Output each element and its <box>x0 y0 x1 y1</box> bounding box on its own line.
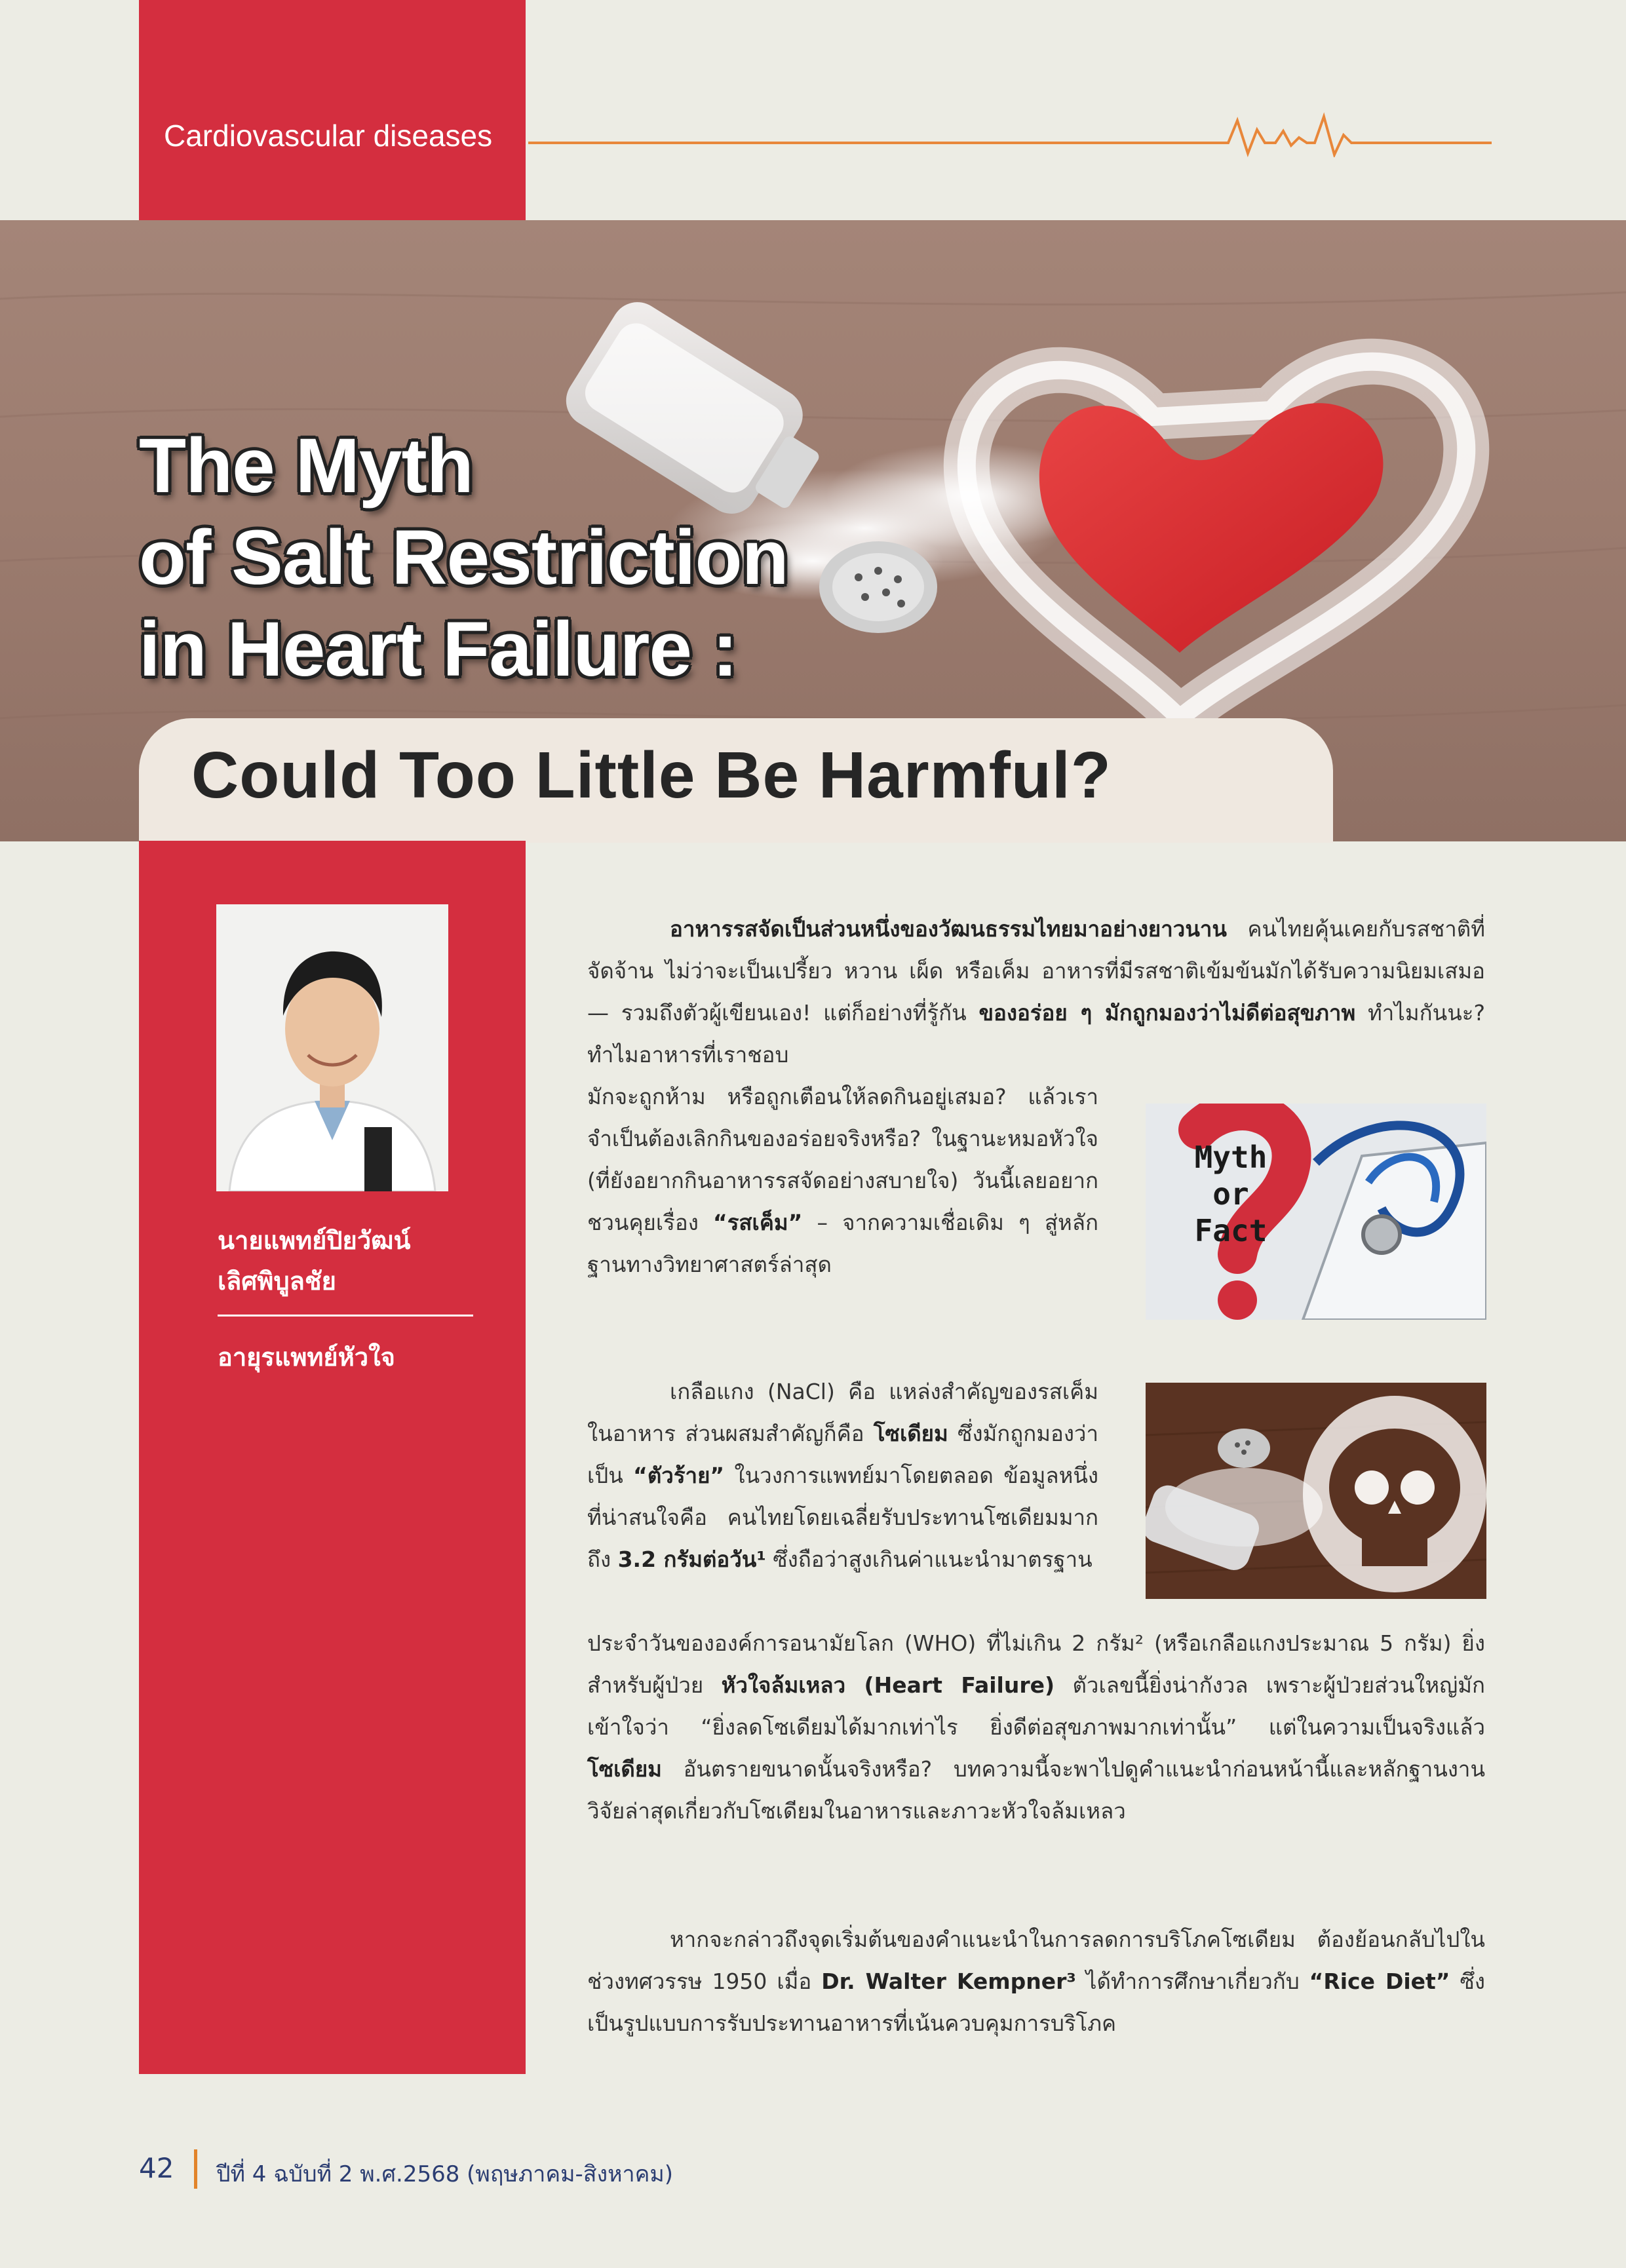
myth-label: Myth <box>1194 1140 1268 1175</box>
subtitle: Could Too Little Be Harmful? <box>191 739 1112 812</box>
paragraph-3: หากจะกล่าวถึงจุดเริ่มต้นของคำแนะนำในการลดการบริโภคโซเดียม ต้องย้อนกลับไปในช่วงทศวรรษ 1950 เมื่อ Dr. Walter Kempner³ ได้ทำการศึกษาเกี่ยวกับ “Rice Diet” ซึ่งเป็นรูปแบบการรับประทานอาหารที่เน้นควบคุมการบริโภค <box>587 1927 1485 2036</box>
header-accent-band <box>139 0 526 220</box>
author-role: อายุรแพทย์หัวใจ <box>218 1343 395 1372</box>
fact-label: Fact <box>1194 1213 1268 1248</box>
title-line-2: of Salt Restriction <box>139 514 788 601</box>
paragraph-1-top: อาหารรสจัดเป็นส่วนหนึ่งของวัฒนธรรมไทยมาอย่างยาวนาน คนไทยคุ้นเคยกับรสชาติที่จัดจ้าน ไม่ว่าจะเป็นเปรี้ยว หวาน เผ็ด หรือเค็ม อาหารที่มีรสชาติเข้มข้นมักได้รับความนิยมเสมอ — รวมถึงตัวผู้เขียนเอง! แต่ก็อย่างที่รู้กัน ของอร่อย ๆ มักถูกมองว่าไม่ดีต่อสุขภาพ ทำไมกันนะ? ทำไมอาหารที่เราชอบ <box>587 916 1485 1067</box>
page-number: 42 <box>139 2152 174 2184</box>
paragraph-2-top: เกลือแกง (NaCl) คือ แหล่งสำคัญของรสเค็มในอาหาร ส่วนผสมสำคัญก็คือ โซเดียม ซึ่งมักถูกมองว่าเป็น “ตัวร้าย” ในวงการแพทย์มาโดยตลอด ข้อมูลหนึ่งที่น่าสนใจคือ คนไทยโดยเฉลี่ยรับประทานโซเดียมมากถึง 3.2 กรัมต่อวัน¹ ซึ่งถือว่าสูงเกินค่าแนะนำมาตรฐาน <box>587 1379 1098 1572</box>
section-label: Cardiovascular diseases <box>164 119 493 153</box>
paragraph-1-bottom: มักจะถูกห้าม หรือถูกเตือนให้ลดกินอยู่เสมอ? แล้วเราจำเป็นต้องเลิกกินของอร่อยจริงหรือ? ในฐานะหมอหัวใจ (ที่ยังอยากกินอาหารรสจัดอย่างสบายใจ) วันนี้เลยอยากชวนคุยเรื่อง “รสเค็ม” – จากความเชื่อเดิม ๆ สู่หลักฐานทางวิทยาศาสตร์ล่าสุด <box>587 1084 1098 1277</box>
author-name: นายแพทย์ปิยวัฒน์ เลิศพิบูลชัย <box>218 1226 411 1296</box>
issue-info: ปีที่ 4 ฉบับที่ 2 พ.ศ.2568 (พฤษภาคม-สิงหาคม) <box>216 2161 674 2187</box>
heartbeat-line-icon <box>528 105 1492 157</box>
author-divider <box>218 1315 473 1317</box>
title-line-3: in Heart Failure : <box>139 606 738 693</box>
footer-divider <box>194 2149 197 2189</box>
salt-skull-image <box>1146 1383 1486 1599</box>
myth-or-fact-image <box>1146 1104 1486 1320</box>
or-label: or <box>1212 1176 1249 1212</box>
paragraph-2-bottom: ประจำวันขององค์การอนามัยโลก (WHO) ที่ไม่เกิน 2 กรัม² (หรือเกลือแกงประมาณ 5 กรัม) ยิ่งสำหรับผู้ป่วย หัวใจล้มเหลว (Heart Failure) ตัวเลขนี้ยิ่งน่ากังวล เพราะผู้ป่วยส่วนใหญ่มักเข้าใจว่า “ยิ่งลดโซเดียมได้มากเท่าไร ยิ่งดีต่อสุขภาพมากเท่านั้น” แต่ในความเป็นจริงแล้ว โซเดียม อันตรายขนาดนั้นจริงหรือ? บทความนี้จะพาไปดูคำแนะนำก่อนหน้านี้และหลักฐานงานวิจัยล่าสุดเกี่ยวกับโซเดียมในอาหารและภาวะหัวใจล้มเหลว <box>587 1630 1485 1824</box>
title-line-1: The Myth <box>139 423 473 509</box>
author-photo <box>216 904 448 1191</box>
